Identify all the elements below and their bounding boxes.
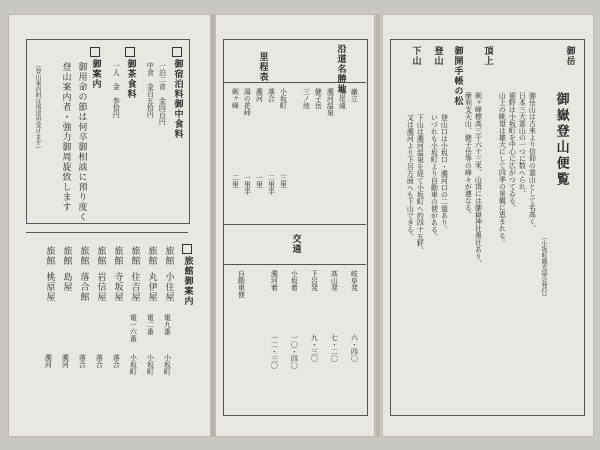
sect4-line: いづれも小坂町より自動車の便がある。: [430, 114, 439, 240]
sched-stop: 岐阜発: [350, 270, 359, 291]
mark1-head: 御宿泊料御中食料: [172, 47, 182, 139]
middle-panel: [215, 14, 375, 437]
inn-name: 寺坂屋: [112, 272, 123, 302]
inn-loc: 落合: [95, 354, 104, 368]
site-item: 三ノ池: [302, 88, 311, 109]
inn-name: 落合館: [78, 272, 89, 302]
route-stop: 剣ヶ峰: [231, 88, 240, 109]
square-mark-icon: [125, 47, 135, 57]
mark1-item-1: 一泊二食 金四百円: [158, 62, 167, 125]
divider: [26, 232, 188, 233]
inn-loc: 落合: [78, 354, 87, 368]
inn-loc: 小坂町: [146, 354, 155, 375]
sched-time: 九・三〇: [310, 334, 319, 362]
sched-stop: 濁河着: [270, 270, 279, 291]
inn-label: 旅館: [163, 246, 174, 266]
sect5-head: 下山: [410, 46, 421, 66]
sched-stop: 高山発: [330, 270, 339, 291]
inn-label: 旅館: [129, 246, 140, 266]
route-stop: 小坂町: [279, 88, 288, 109]
route-dist: 二里: [231, 174, 240, 188]
route-stop: 湯の花峠: [243, 88, 252, 116]
sect2-head: 頂上: [482, 46, 493, 66]
table-split-rule: [223, 264, 366, 265]
inn-loc: 濁河: [44, 354, 53, 368]
right-panel: [382, 14, 594, 437]
sched-stop: 下呂発: [310, 270, 319, 291]
square-mark-icon: [172, 47, 182, 57]
route-head: 里程表: [257, 52, 268, 82]
inn-loc: 濁河: [61, 354, 70, 368]
inn-label: 旅館: [78, 246, 89, 266]
sect1-line: 裾野は小坂町を中心に広がつてゐる。: [508, 92, 517, 211]
route-stop: 濁河: [255, 88, 264, 102]
sect2-line: 剣ヶ峰標高三千六十三米、山頂には御嶽神社奥社あり、: [474, 92, 483, 267]
inn-name: 住吉屋: [129, 272, 140, 302]
sched-time: 七・二〇: [330, 334, 339, 362]
sect4-line: 登山口は小坂口・濁河口の二道あり、: [440, 114, 449, 233]
inn-tel: 電一六番: [129, 314, 138, 342]
inn-label: 旅館: [61, 246, 72, 266]
mark2-item: 一人 金 参拾円: [112, 62, 121, 118]
square-mark-icon: [90, 47, 100, 57]
sect3-head: 御開手帳の松: [452, 46, 463, 106]
mark3-body-2: 登山案内者・強力御周旋致します: [60, 62, 71, 212]
doc-title: 御嶽登山便覧: [553, 92, 569, 188]
transport-note: 自動車便: [237, 270, 246, 298]
mark3-head: 御案内: [90, 47, 100, 89]
site-item: 継子岳: [314, 88, 323, 109]
route-dist: 二里半: [267, 174, 276, 195]
small-note: （登山案内料は別途申受けます）: [34, 62, 41, 152]
inn-loc: 落合: [112, 354, 121, 368]
sect1-head: 御岳: [564, 46, 575, 66]
sect1-line: 山上の眺望は雄大にして四季の景観に恵まれる。: [498, 92, 507, 246]
table-split-rule: [223, 224, 366, 225]
inn-tel: 電二番: [146, 314, 155, 335]
route-dist: 三里: [279, 174, 288, 188]
sites-head: 沿道名勝地: [335, 44, 346, 94]
sect5-line: 下山は濁河温泉を経て小坂町へ約四十五粁、: [416, 114, 425, 254]
inn-list-head: 旅館御案内: [182, 244, 192, 306]
inn-name: 小住屋: [163, 272, 174, 302]
sect5-line: 又は濁河より下呂方面へも下山できる。: [406, 114, 415, 240]
fold-line: [376, 14, 380, 437]
sect2-line: 摩利支天山、継子岳等の峰々が連なる。: [464, 92, 473, 218]
sect1-line: 日本三大霊山の一つに数へられ、: [518, 92, 527, 197]
inn-label: 旅館: [146, 246, 157, 266]
site-item: 巌立: [350, 88, 359, 102]
sched-time: 一二・三〇: [270, 334, 279, 369]
sched-time: 六・四〇: [350, 334, 359, 362]
transport-head: 交通: [290, 234, 301, 254]
route-dist: 一里半: [243, 174, 252, 195]
mark3-body-1: 御用命の節は何卒御相談に預り度く: [76, 62, 87, 222]
route-stop: 落合: [267, 88, 276, 102]
inn-name: 桃原屋: [44, 272, 55, 302]
sect4-head: 登山: [432, 46, 443, 66]
publisher: （小坂町観光協会発行）: [540, 234, 547, 300]
mark1-item-2: 中食 金百五拾円: [146, 62, 155, 118]
sched-stop: 小坂着: [290, 270, 299, 291]
site-item: 根尾滝: [338, 88, 347, 109]
inn-label: 旅館: [95, 246, 106, 266]
inn-label: 旅館: [44, 246, 55, 266]
mark2-head: 御茶食料: [125, 47, 135, 99]
inn-loc: 小坂町: [129, 354, 138, 375]
left-panel: [8, 14, 211, 437]
sched-time: 一〇・四〇: [290, 334, 299, 369]
inn-name: 丸伊屋: [146, 272, 157, 302]
route-dist: 一里: [255, 174, 264, 188]
site-item: 濁河温泉: [326, 88, 335, 116]
square-mark-icon: [182, 244, 192, 254]
inn-loc: 小坂町: [163, 354, 172, 375]
inn-label: 旅館: [112, 246, 123, 266]
inn-name: 岩信屋: [95, 272, 106, 302]
inn-name: 島屋: [61, 272, 72, 292]
inn-tel: 電九番: [163, 314, 172, 335]
sect1-line: 御岳山は古来より信仰の霊山として名高く、: [528, 92, 537, 232]
